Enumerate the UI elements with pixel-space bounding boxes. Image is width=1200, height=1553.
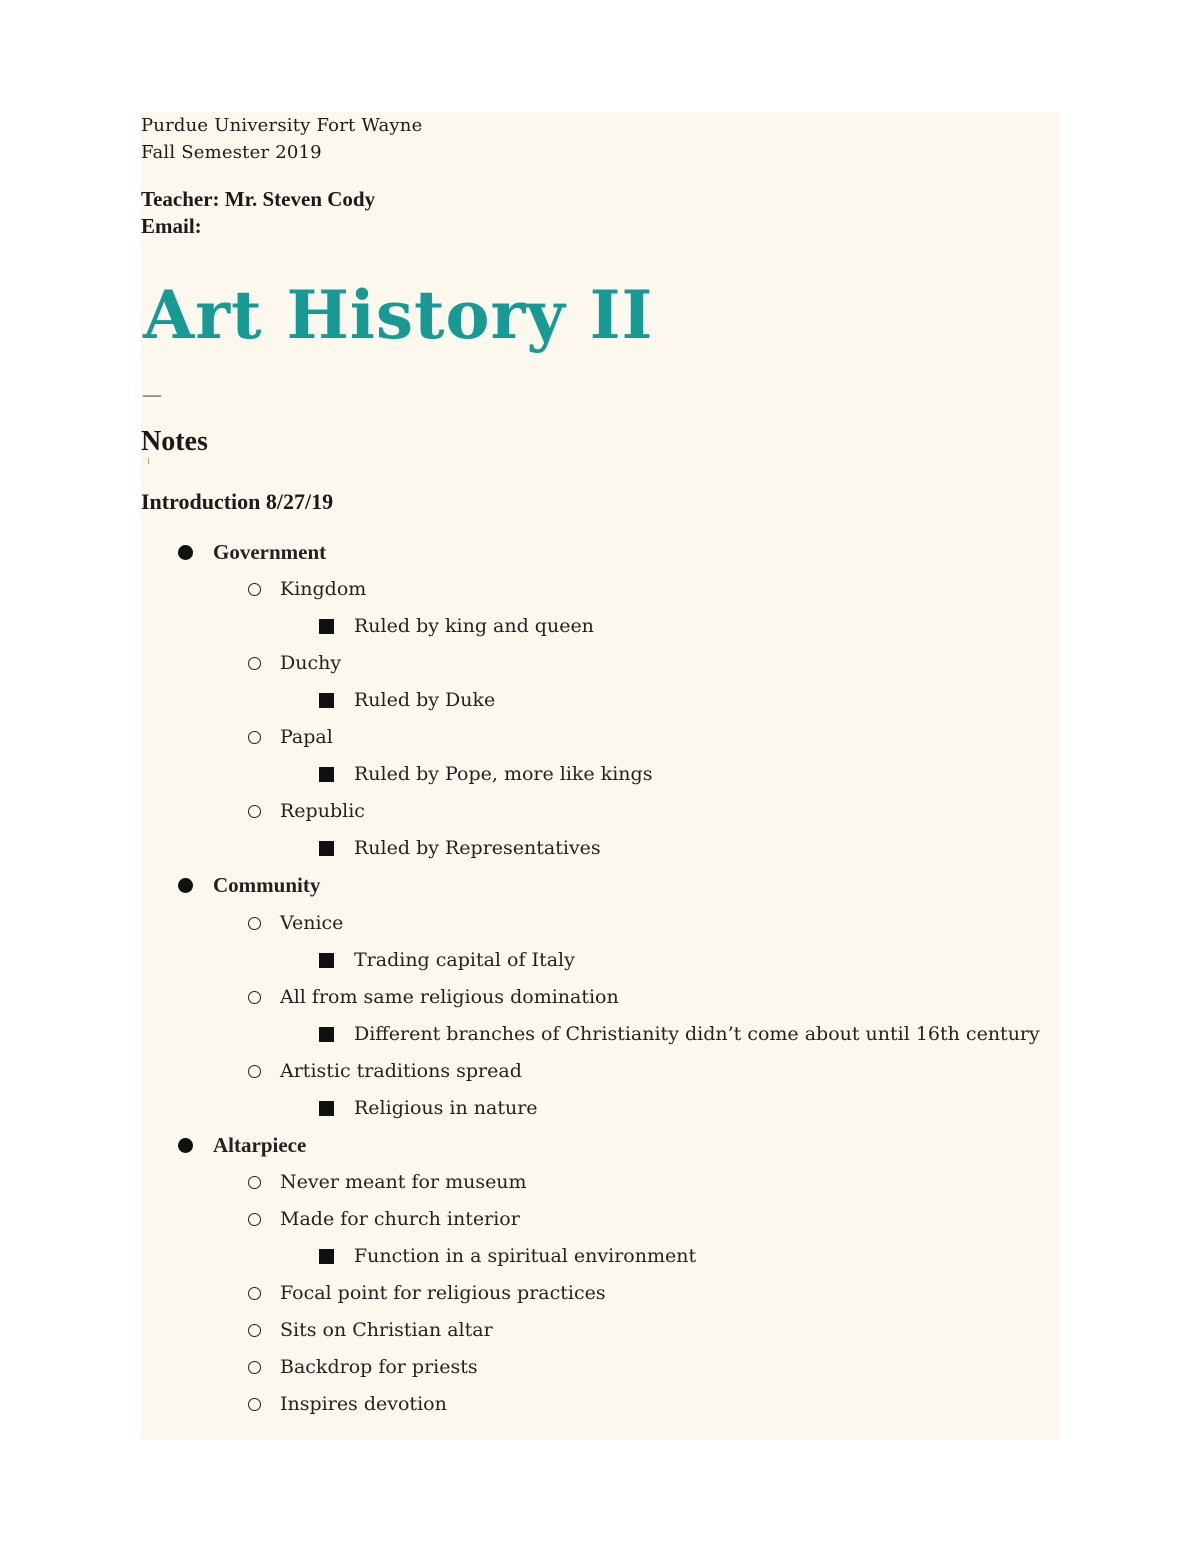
filled-square-bullet-icon — [319, 619, 334, 634]
list-item — [319, 1093, 538, 1123]
hollow-circle-bullet-icon — [248, 1287, 261, 1300]
hollow-circle-bullet-icon — [248, 657, 261, 670]
list-item-text: Backdrop for priests — [280, 1356, 478, 1378]
filled-square-bullet-icon — [319, 1027, 334, 1042]
hollow-circle-bullet-icon — [248, 731, 261, 744]
hollow-circle-bullet-icon — [248, 1065, 261, 1078]
list-item — [248, 908, 343, 938]
list-item-text: Altarpiece — [213, 1132, 307, 1157]
list-item — [248, 722, 333, 752]
list-item — [248, 982, 619, 1012]
hollow-circle-bullet-icon — [248, 1361, 261, 1374]
hollow-circle-bullet-icon — [248, 1324, 261, 1337]
list-item-text: Venice — [280, 912, 344, 934]
list-item — [178, 537, 326, 567]
semester: Fall Semester 2019 — [141, 142, 322, 163]
list-item — [178, 870, 320, 900]
filled-square-bullet-icon — [319, 1101, 334, 1116]
list-item-text: Ruled by Representatives — [354, 837, 601, 859]
document-title: Art History II — [143, 276, 654, 354]
filled-square-bullet-icon — [319, 953, 334, 968]
hollow-circle-bullet-icon — [248, 583, 261, 596]
list-item — [319, 1241, 696, 1271]
filled-square-bullet-icon — [319, 1249, 334, 1264]
teacher-line: Teacher: Mr. Steven Cody — [141, 187, 376, 211]
list-item-text: Trading capital of Italy — [354, 949, 575, 971]
list-item — [248, 1389, 447, 1419]
list-item-text: Made for church interior — [280, 1208, 520, 1230]
list-item-text: All from same religious domination — [280, 986, 619, 1008]
list-item-text: Government — [213, 539, 327, 564]
filled-square-bullet-icon — [319, 841, 334, 856]
list-item — [248, 1204, 520, 1234]
list-item — [319, 1019, 1040, 1049]
filled-disc-bullet-icon — [178, 878, 193, 893]
hollow-circle-bullet-icon — [248, 1176, 261, 1189]
list-item-text: Kingdom — [280, 578, 367, 600]
hollow-circle-bullet-icon — [248, 805, 261, 818]
list-item — [319, 611, 594, 641]
list-item-text: Sits on Christian altar — [280, 1319, 493, 1341]
list-item-text: Papal — [280, 726, 333, 748]
hollow-circle-bullet-icon — [248, 1213, 261, 1226]
filled-disc-bullet-icon — [178, 1138, 193, 1153]
hollow-circle-bullet-icon — [248, 991, 261, 1004]
list-item — [319, 759, 652, 789]
list-item-text: Ruled by Duke — [354, 689, 496, 711]
title-rule: __ — [143, 378, 161, 398]
section-heading: Introduction 8/27/19 — [141, 489, 334, 514]
institution-name: Purdue University Fort Wayne — [141, 115, 423, 136]
list-item-text: Artistic traditions spread — [280, 1060, 522, 1082]
list-item-text: Community — [213, 872, 321, 897]
list-item-text: Ruled by king and queen — [354, 615, 594, 637]
list-item — [248, 648, 341, 678]
hollow-circle-bullet-icon — [248, 917, 261, 930]
filled-disc-bullet-icon — [178, 545, 193, 560]
list-item — [319, 945, 575, 975]
list-item-text: Focal point for religious practices — [280, 1282, 606, 1304]
list-item — [248, 1278, 606, 1308]
list-item — [178, 1130, 306, 1160]
list-item-text: Function in a spiritual environment — [354, 1245, 697, 1267]
filled-square-bullet-icon — [319, 767, 334, 782]
list-item-text: Different branches of Christianity didn’t come about until 16th century — [354, 1023, 1040, 1045]
filled-square-bullet-icon — [319, 693, 334, 708]
list-item — [248, 1352, 478, 1382]
list-item — [248, 574, 366, 604]
list-item — [248, 1056, 522, 1086]
list-item — [248, 1315, 493, 1345]
notes-heading: Notes — [141, 426, 208, 457]
email-line: Email: — [141, 214, 202, 238]
list-item-text: Religious in nature — [354, 1097, 538, 1119]
list-item-text: Never meant for museum — [280, 1171, 527, 1193]
list-item-text: Inspires devotion — [280, 1393, 447, 1415]
list-item — [319, 685, 495, 715]
list-item-text: Ruled by Pope, more like kings — [354, 763, 653, 785]
list-item — [319, 833, 601, 863]
list-item-text: Republic — [280, 800, 365, 822]
list-item — [248, 796, 365, 826]
list-item-text: Duchy — [280, 652, 342, 674]
hollow-circle-bullet-icon — [248, 1398, 261, 1411]
list-item — [248, 1167, 527, 1197]
